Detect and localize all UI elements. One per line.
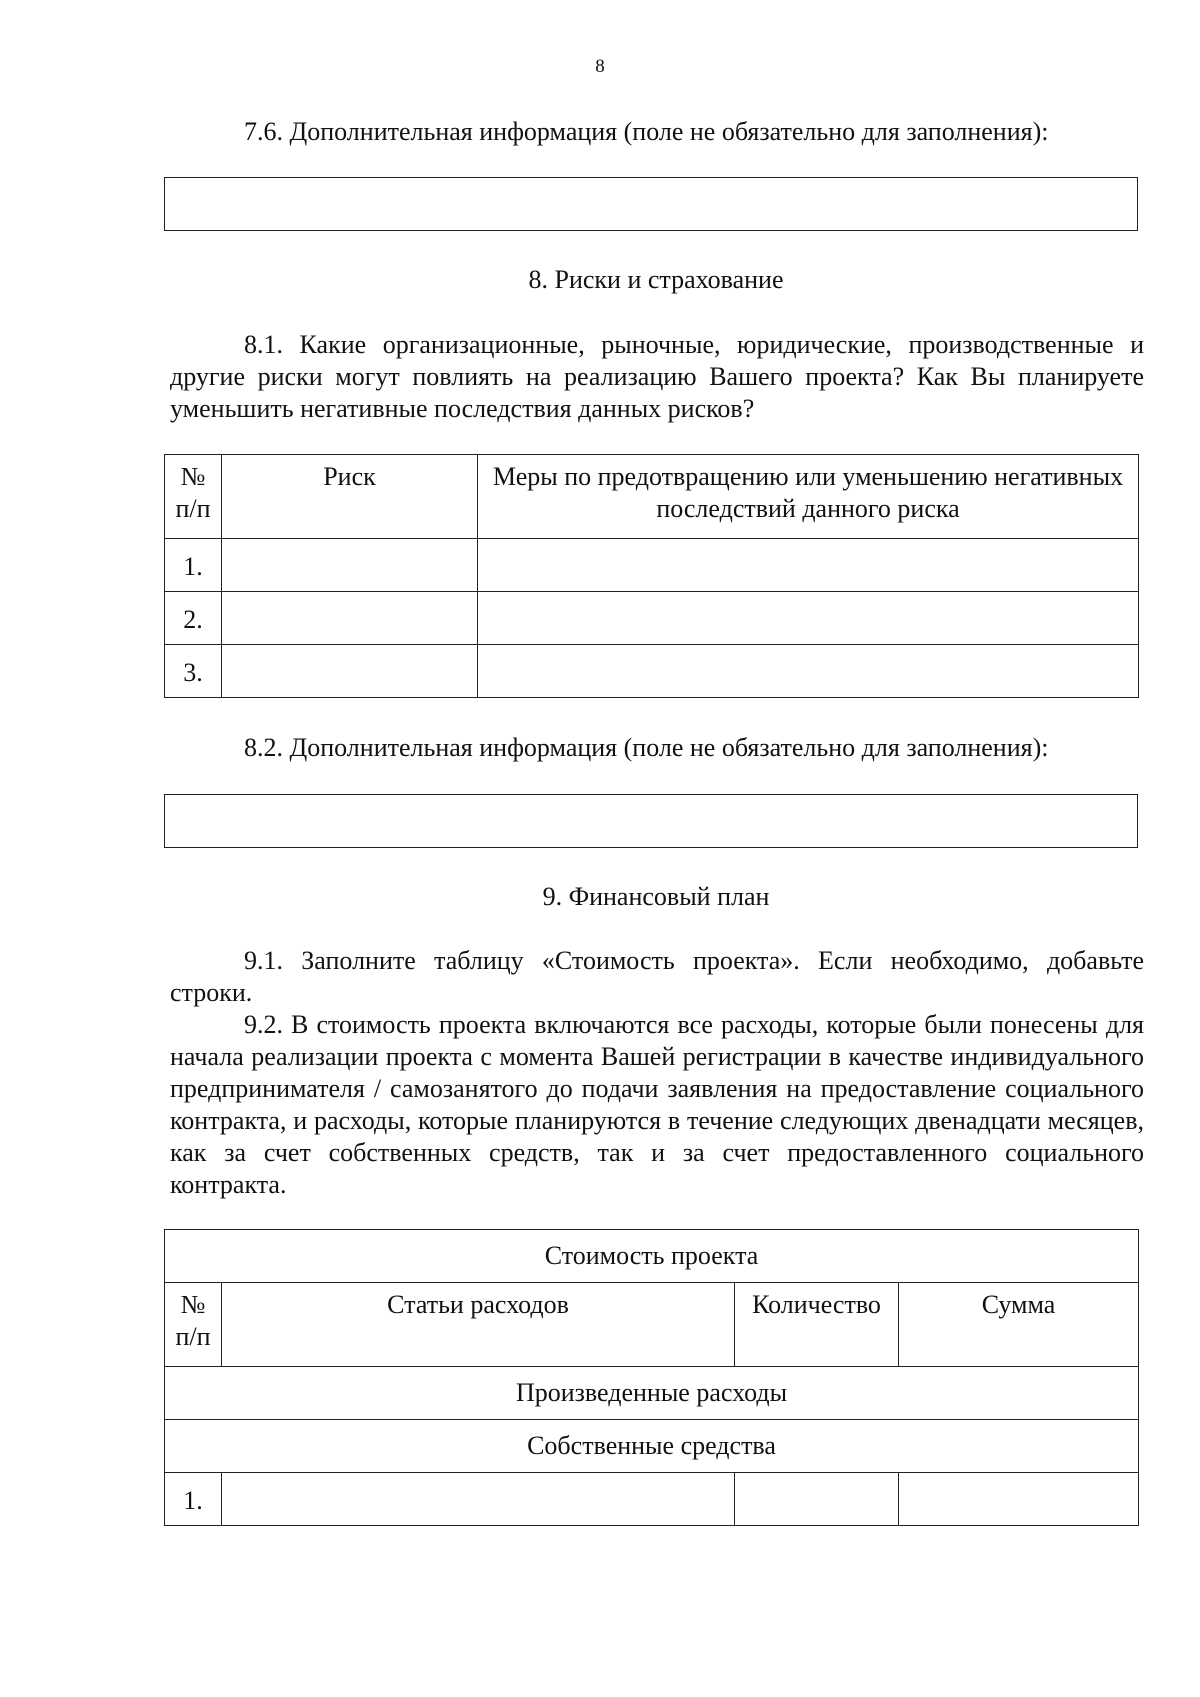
- table-row: [165, 539, 1139, 592]
- row-num: 1.: [165, 539, 222, 592]
- cost-table: [164, 1229, 1139, 1526]
- measures-cell[interactable]: [478, 645, 1139, 698]
- question-8-1: 8.1. Какие организационные, рыночные, юридические, производственные и другие риски могут повлиять на реализацию Вашего проекта? Как Вы планируете уменьшить негативные последствия данных рисков?: [170, 330, 1144, 423]
- section-7-6-label: 7.6. Дополнительная информация (поле не обязательно для заполнения):: [244, 117, 1049, 146]
- sum-cell[interactable]: [899, 1473, 1139, 1526]
- cost-table-caption: Стоимость проекта: [165, 1230, 1139, 1283]
- measures-cell[interactable]: [478, 539, 1139, 592]
- group-row-own-funds: [165, 1420, 1139, 1473]
- row-num: 3.: [165, 645, 222, 698]
- row-num: 1.: [165, 1473, 222, 1526]
- header-quantity: Количество: [735, 1283, 899, 1367]
- additional-info-field-8-2[interactable]: [164, 794, 1138, 848]
- table-row: [165, 1473, 1139, 1526]
- page-number: 8: [595, 56, 605, 77]
- additional-info-field-7-6[interactable]: [164, 177, 1138, 231]
- group-incurred-label: Произведенные расходы: [165, 1367, 1139, 1420]
- group-row-incurred: [165, 1367, 1139, 1420]
- question-9-2: 9.2. В стоимость проекта включаются все расходы, которые были понесены для начала реализации проекта с момента Вашей регистрации в качестве индивидуального предпринимателя / самозанятого до подачи заявления на предоставление социального контракта, и расходы, которые планируются в течение следующих двенадцати месяцев, как за счет собственных средств, так и за счет предоставленного социального контракта.: [170, 1010, 1144, 1199]
- row-num: 2.: [165, 592, 222, 645]
- header-sum: Сумма: [899, 1283, 1139, 1367]
- header-risk: Риск: [222, 455, 478, 539]
- section-9-title: 9. Финансовый план: [542, 882, 770, 911]
- risk-table-header-row: [165, 455, 1139, 539]
- question-8-2: 8.2. Дополнительная информация (поле не обязательно для заполнения):: [244, 733, 1049, 762]
- header-measures: Меры по предотвращению или уменьшению негативных последствий данного риска: [478, 455, 1139, 539]
- header-num: № п/п: [165, 1283, 222, 1367]
- table-row: [165, 645, 1139, 698]
- section-8-title: 8. Риски и страхование: [528, 265, 784, 294]
- header-expense-items: Статьи расходов: [222, 1283, 735, 1367]
- header-num: № п/п: [165, 455, 222, 539]
- table-row: [165, 592, 1139, 645]
- risk-cell[interactable]: [222, 539, 478, 592]
- group-own-funds-label: Собственные средства: [165, 1420, 1139, 1473]
- measures-cell[interactable]: [478, 592, 1139, 645]
- question-9-1: 9.1. Заполните таблицу «Стоимость проекта». Если необходимо, добавьте строки.: [170, 946, 1144, 1007]
- risk-cell[interactable]: [222, 645, 478, 698]
- cost-table-caption-row: [165, 1230, 1139, 1283]
- cost-table-header-row: [165, 1283, 1139, 1367]
- risk-table: [164, 454, 1139, 698]
- quantity-cell[interactable]: [735, 1473, 899, 1526]
- expense-item-cell[interactable]: [222, 1473, 735, 1526]
- risk-cell[interactable]: [222, 592, 478, 645]
